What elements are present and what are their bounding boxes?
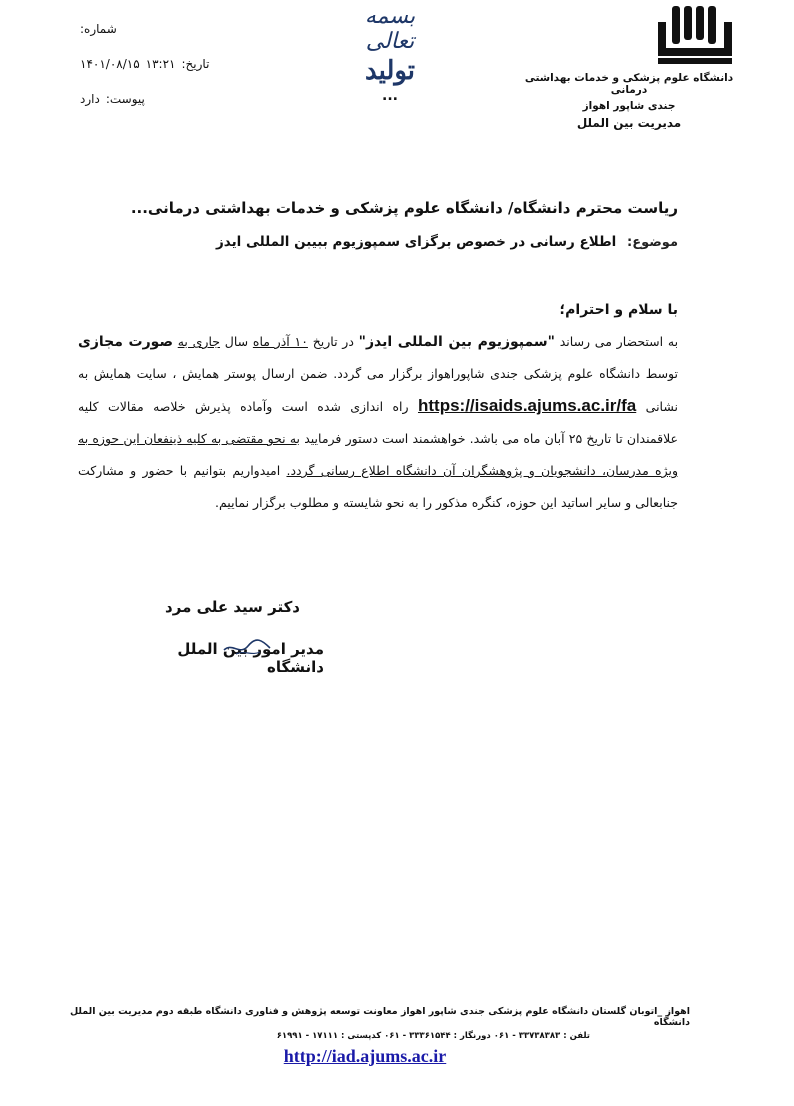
- virtual-format: صورت مجازی: [78, 334, 173, 350]
- body-text-current: جاری به: [177, 334, 221, 349]
- attachment-value: دارد: [80, 92, 100, 106]
- greeting: با سلام و احترام؛: [559, 302, 678, 318]
- body-text-underlined: به نحو مقتضی به کلیه ذینفعان این حوزه به ویژه مدرسان، دانشجویان و پژوهشگران آن دانشگاه اطلاع رسانی گردد.: [78, 431, 678, 478]
- date-row: [80, 47, 220, 82]
- department-name: مدیریت بین الملل: [576, 116, 682, 130]
- slogan-block: [350, 4, 430, 114]
- body-text-2: در تاریخ: [312, 334, 354, 349]
- university-name-block: [514, 72, 744, 130]
- website-link[interactable]: http://iad.ajums.ac.ir: [283, 1046, 447, 1066]
- symposium-url-link[interactable]: https://isaids.ajums.ac.ir/fa: [417, 396, 637, 415]
- number-label: شماره:: [80, 22, 117, 36]
- subject-label: موضوع:: [627, 235, 678, 250]
- body-text-1: به استحضار می رساند: [559, 334, 679, 349]
- letter-body: [78, 326, 678, 519]
- university-name: دانشگاه علوم پزشکی و خدمات بهداشتی درمانی: [524, 72, 734, 96]
- slogan-bismillah: بسمه تعالی: [364, 4, 416, 54]
- date-label: تاریخ:: [181, 57, 210, 71]
- letter-meta: [80, 12, 220, 117]
- body-text-3: سال: [224, 334, 249, 349]
- footer-website: [200, 1046, 530, 1067]
- signatory-title: مدیر امور بین الملل دانشگاه: [177, 640, 324, 676]
- signatory-name: دکتر سید علی مرد: [165, 598, 300, 616]
- body-text-4: توسط دانشگاه علوم پزشکی جندی شاپوراهواز برگزار می گردد. ضمن ارسال پوستر همایش ، سایت همایش به نشانی: [78, 366, 678, 414]
- attachment-row: [80, 82, 220, 117]
- slogan-year: تولید: [364, 56, 416, 86]
- event-date: ۱۰ آذر ماه: [252, 334, 308, 349]
- footer-address: اهواز _اتوبان گلستان دانشگاه علوم پزشکی جندی شاپور اهواز معاونت توسعه پژوهش و فناوری دانشگاه طبقه دوم مدیریت بین الملل دانشگاه: [69, 1006, 690, 1028]
- university-emblem-icon: [650, 4, 740, 66]
- footer-contact: تلفن : ۳۳۷۳۸۳۸۳ - ۰۶۱ دورنگار : ۳۳۳۶۱۵۴۴ - ۰۶۱ کدپستی : ۱۷۱۱۱ - ۶۱۹۹۱: [276, 1031, 590, 1041]
- subject-text: اطلاع رسانی در خصوص برگزای سمپوزیوم ببیبن المللی ایدز: [216, 234, 617, 250]
- university-logo: [650, 4, 740, 66]
- signature-icon: [222, 636, 272, 660]
- body-text-5: راه اندازی شده است وآماده پذیرش خلاصه مقالات کلیه علاقمندان تا تاریخ ۲۵ آبان ماه می باشد. خواهشمند است دستور فرمایید: [78, 399, 678, 446]
- slogan-dots: ...: [382, 88, 398, 104]
- date-value: ۱۴۰۱/۰۸/۱۵: [80, 57, 140, 71]
- subject-line: [78, 234, 678, 250]
- university-city: جندی شاپور اهواز: [582, 100, 676, 112]
- addressee: ریاست محترم دانشگاه/ دانشگاه علوم پزشکی و خدمات بهداشتی درمانی...: [130, 199, 678, 217]
- symposium-name: "سمپوزیوم بین المللی ایدز": [358, 334, 555, 350]
- attachment-label: پیوست:: [105, 92, 145, 106]
- number-row: [80, 12, 220, 47]
- body-text-6: امیدواریم بتوانیم با حضور و مشارکت جنابعالی و سایر اساتید این حوزه، کنگره مذکور را به نحو شایسته و مطلوب برگزار نماییم.: [78, 463, 678, 510]
- time-value: ۱۳:۲۱: [145, 57, 176, 71]
